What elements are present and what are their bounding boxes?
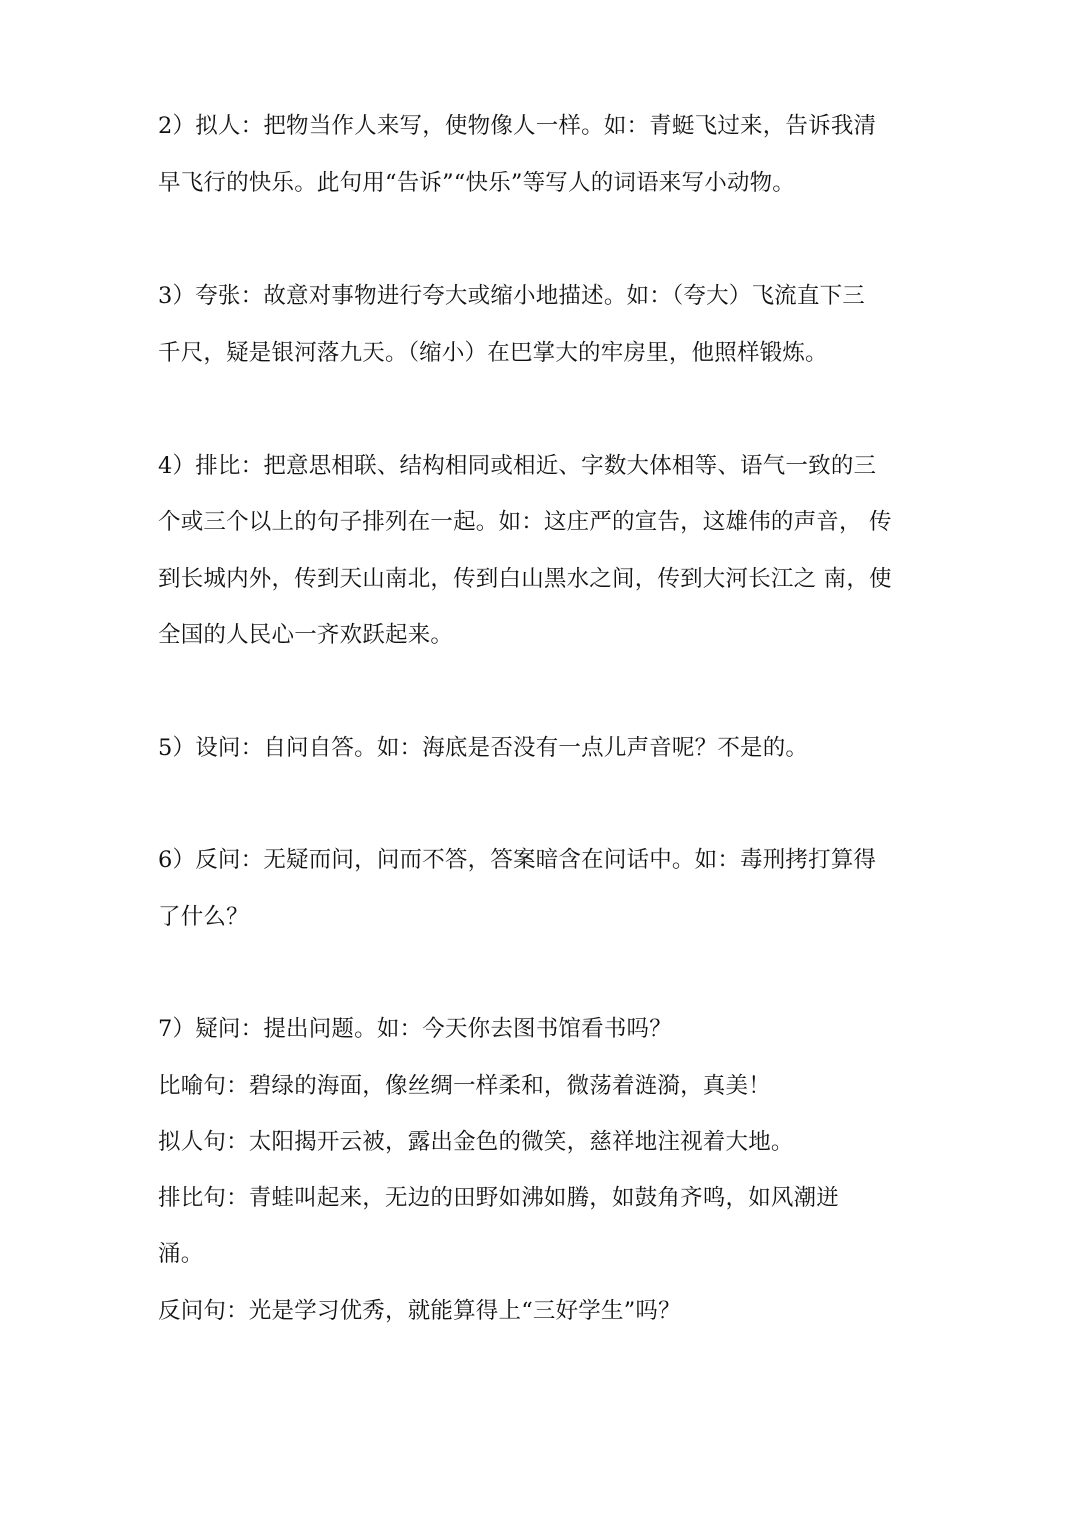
parallelism-line-1: 4）排比：把意思相联、结构相同或相近、字数大体相等、语气一致的三 — [158, 453, 877, 479]
parallelism-line-2: 个或三个以上的句子排列在一起。如：这庄严的宣告，这雄伟的声音， 传 — [158, 509, 892, 535]
personification-line-2: 早飞行的快乐。此句用“告诉”“快乐”等写人的词语来写小动物。 — [158, 170, 796, 196]
example-metaphor: 比喻句：碧绿的海面，像丝绸一样柔和，微荡着涟漪，真美！ — [158, 1073, 771, 1099]
rhetorical-qa-line-1: 5）设问：自问自答。如：海底是否没有一点儿声音呢？不是的。 — [158, 735, 809, 761]
personification-line-1: 2）拟人：把物当作人来写，使物像人一样。如：青蜓飞过来，告诉我清 — [158, 113, 877, 139]
exaggeration-line-2: 千尺，疑是银河落九天。（缩小）在巴掌大的牢房里，他照样锻炼。 — [158, 340, 828, 366]
rhetorical-question-line-1: 6）反问：无疑而问，问而不答，答案暗含在问话中。如：毒刑拷打算得 — [158, 847, 877, 873]
example-parallelism-line-2: 涌。 — [158, 1241, 204, 1267]
exaggeration-line-1: 3）夸张：故意对事物进行夸大或缩小地描述。如：（夸大）飞流直下三 — [158, 283, 865, 309]
rhetorical-question-line-2: 了什么？ — [158, 904, 249, 930]
parallelism-line-4: 全国的人民心一齐欢跃起来。 — [158, 622, 454, 648]
parallelism-line-3: 到长城内外，传到天山南北，传到白山黑水之间，传到大河长江之 南，使 — [158, 566, 892, 592]
example-personification: 拟人句：太阳揭开云被，露出金色的微笑，慈祥地注视着大地。 — [158, 1129, 794, 1155]
example-rhetorical-question: 反问句：光是学习优秀，就能算得上“三好学生”吗？ — [158, 1298, 681, 1324]
question-line-1: 7）疑问：提出问题。如：今天你去图书馆看书吗？ — [158, 1016, 672, 1042]
example-parallelism-line-1: 排比句：青蛙叫起来，无边的田野如沸如腾，如鼓角齐鸣，如风潮迸 — [158, 1185, 840, 1211]
